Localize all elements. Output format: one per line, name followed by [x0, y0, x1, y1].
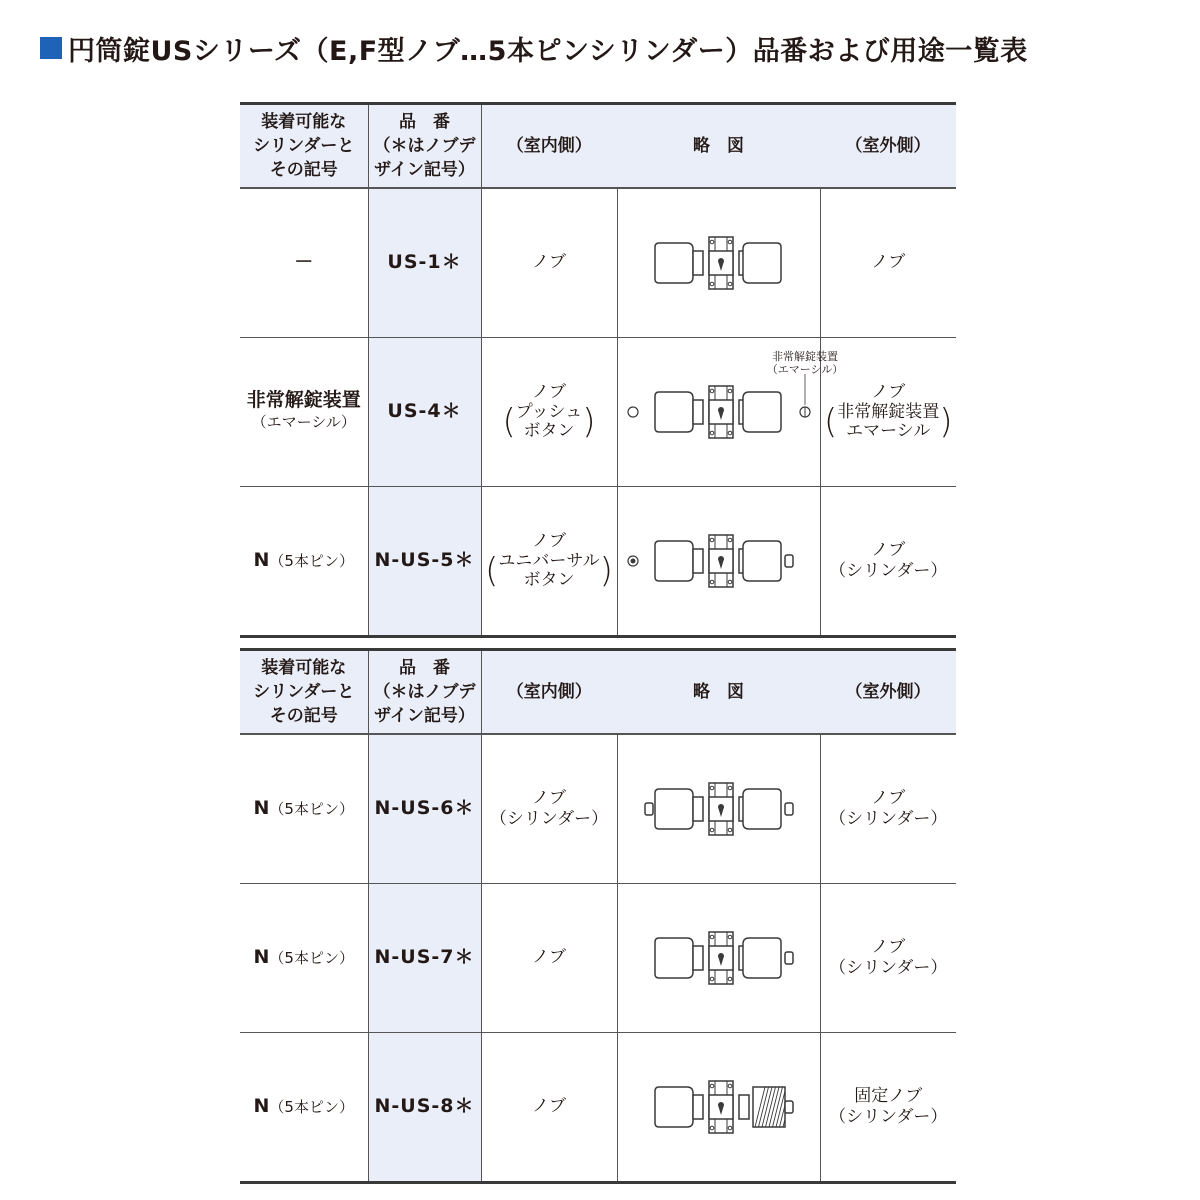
inside-neck-icon — [693, 549, 703, 573]
outside-text: ノブ — [871, 252, 906, 272]
header-row — [240, 104, 956, 188]
inside-cell — [481, 337, 617, 486]
header-diagram: 略 図 — [617, 104, 820, 188]
inside-neck-icon — [693, 1095, 703, 1119]
header-diagram: 略 図 — [617, 650, 820, 734]
lock-diagram-fixed-cylinder — [619, 1033, 819, 1181]
cylinder-note: （5本ピン） — [269, 948, 354, 967]
diagram-cell — [617, 1032, 820, 1182]
cylinder-symbol: N — [253, 796, 270, 819]
page-title — [40, 28, 1028, 68]
outside-knob-icon — [743, 392, 781, 432]
inside-paren-group — [502, 403, 595, 441]
header-model-line: ザイン記号） — [374, 705, 475, 726]
title-text: 円筒錠USシリーズ（E,F型ノブ…5本ピンシリンダー）品番および用途一覧表 — [68, 35, 1028, 67]
outside-cell — [820, 1032, 956, 1182]
header-cylinder-line: 装着可能な — [261, 111, 347, 132]
outside-text: ノブ — [871, 382, 906, 402]
header-outside: （室外側） — [820, 104, 956, 188]
inside-cell — [481, 883, 617, 1032]
header-cylinder — [240, 104, 368, 188]
inside-neck-icon — [693, 251, 703, 275]
cylinder-cell — [240, 734, 368, 884]
inside-text: ノブ — [532, 947, 566, 967]
outside-paren-line: 非常解錠装置 — [837, 402, 940, 422]
outside-cell — [820, 486, 956, 636]
header-inside: （室内側） — [481, 650, 617, 734]
inside-paren-text — [498, 552, 599, 590]
inside-text: ノブ — [532, 531, 566, 551]
inside-cell — [481, 486, 617, 636]
lock-diagram-knob-universal-cylinder — [619, 487, 819, 635]
outside-knob-icon — [743, 789, 781, 829]
inside-text: ノブ — [532, 787, 566, 808]
header-model — [368, 104, 481, 188]
inside-paren-text — [516, 403, 582, 441]
diagram-cell — [617, 188, 820, 338]
cylinder-symbol: － — [294, 250, 314, 273]
outside-neck-icon — [739, 1095, 749, 1119]
outside-paren-text — [837, 403, 939, 441]
cylinder-note: （5本ピン） — [269, 799, 354, 818]
inside-neck-icon — [693, 400, 703, 424]
outside-cell — [820, 734, 956, 884]
inside-neck-icon — [693, 946, 703, 970]
outside-cell — [820, 188, 956, 338]
outside-text: （シリンダー） — [829, 808, 948, 829]
open-bracket: ( — [502, 402, 516, 442]
inside-cylinder-icon — [645, 803, 653, 815]
outside-text: （シリンダー） — [829, 957, 948, 978]
inside-knob-icon — [655, 1087, 693, 1127]
model-number: N-US-7＊ — [368, 883, 481, 1032]
inside-paren-group — [485, 552, 613, 590]
open-bracket: ( — [823, 402, 838, 442]
cylinder-symbol: N — [253, 1094, 270, 1117]
cylinder-note: （エマーシル） — [251, 413, 356, 431]
cylinder-symbol: 非常解錠装置 — [246, 389, 361, 411]
table-row — [240, 337, 956, 486]
inside-knob-icon — [655, 392, 693, 432]
inside-text: ノブ — [532, 1096, 566, 1116]
outside-knob-icon — [743, 938, 781, 978]
inside-paren-line: ボタン — [523, 570, 575, 590]
outside-paren-line: エマーシル — [846, 421, 931, 441]
close-bracket: ) — [939, 402, 953, 442]
inside-cell — [481, 188, 617, 338]
inside-text: ノブ — [532, 252, 566, 272]
model-number: N-US-6＊ — [368, 734, 481, 884]
diagram-cell — [617, 337, 843, 486]
outside-cell — [820, 337, 956, 486]
header-cylinder-line: シリンダーと — [253, 681, 355, 702]
header-model-line: （＊はノブデ — [373, 681, 476, 702]
outside-cylinder-icon — [785, 803, 793, 815]
outside-cell — [820, 883, 956, 1032]
cylinder-cell — [240, 486, 368, 636]
header-inside: （室内側） — [481, 104, 617, 188]
cylinder-symbol: N — [253, 945, 270, 968]
inside-knob-icon — [655, 541, 693, 581]
header-cylinder — [240, 650, 368, 734]
header-cylinder-line: シリンダーと — [253, 135, 355, 156]
table-row — [240, 486, 956, 636]
outside-text: ノブ — [871, 936, 906, 957]
outside-knob-icon — [743, 243, 781, 283]
outside-paren-group — [824, 403, 953, 441]
emergency-annotation: （エマーシル） — [766, 362, 843, 376]
inside-knob-icon — [655, 938, 693, 978]
close-bracket: ) — [582, 402, 596, 442]
inside-text: ノブ — [532, 382, 566, 402]
table-row — [240, 883, 956, 1032]
header-model-line: 品 番 — [399, 657, 450, 678]
cylinder-cell — [240, 188, 368, 338]
outside-cylinder-icon — [785, 952, 793, 964]
outside-text: （シリンダー） — [829, 560, 948, 581]
outside-text: ノブ — [871, 787, 906, 808]
spec-table-2 — [240, 648, 956, 1184]
inside-cell — [481, 1032, 617, 1182]
model-number: N-US-8＊ — [368, 1032, 481, 1182]
outside-knob-icon — [743, 541, 781, 581]
inside-knob-icon — [655, 243, 693, 283]
cylinder-cell — [240, 337, 368, 486]
diagram-cell — [617, 883, 820, 1032]
outside-cylinder-icon — [785, 1101, 793, 1113]
outside-text: ノブ — [871, 539, 906, 560]
lock-diagram-cylinder-out — [619, 884, 819, 1032]
inside-neck-icon — [693, 797, 703, 821]
lock-diagram-knob-both — [619, 189, 819, 337]
push-button-icon — [628, 407, 638, 417]
diagram-cell — [617, 734, 820, 884]
inside-text: （シリンダー） — [489, 808, 609, 829]
cylinder-note: （5本ピン） — [269, 551, 354, 570]
lock-diagram-knob-push-emergency — [619, 338, 843, 486]
header-outside: （室外側） — [820, 650, 956, 734]
inside-knob-icon — [655, 789, 693, 829]
cylinder-note: （5本ピン） — [269, 1097, 354, 1116]
diagram-cell — [617, 486, 820, 636]
lock-diagram-cylinder-both — [619, 735, 819, 883]
inside-cell — [481, 734, 617, 884]
cylinder-cell — [240, 1032, 368, 1182]
inside-paren-line: ボタン — [523, 421, 575, 441]
emergency-annotation: 非常解錠装置 — [771, 349, 838, 363]
table-row — [240, 1032, 956, 1182]
spec-table-1 — [240, 102, 956, 638]
cylinder-symbol: N — [253, 548, 270, 571]
title-square-icon — [40, 37, 62, 59]
fixed-knob-icon — [753, 1087, 785, 1127]
outside-cylinder-icon — [785, 555, 793, 567]
open-bracket: ( — [485, 551, 499, 591]
header-cylinder-line: その記号 — [269, 705, 338, 726]
header-model — [368, 650, 481, 734]
header-row — [240, 650, 956, 734]
outside-text: （シリンダー） — [829, 1106, 948, 1127]
cylinder-cell — [240, 883, 368, 1032]
inside-paren-line: プッシュ — [515, 402, 583, 422]
table-row — [240, 188, 956, 338]
model-number: US-1＊ — [368, 188, 481, 338]
model-number: US-4＊ — [368, 337, 481, 486]
header-model-line: 品 番 — [399, 111, 450, 132]
outside-text: 固定ノブ — [854, 1085, 923, 1106]
header-cylinder-line: その記号 — [269, 159, 338, 180]
header-model-line: ザイン記号） — [374, 159, 475, 180]
table-row — [240, 734, 956, 884]
header-model-line: （＊はノブデ — [373, 135, 476, 156]
close-bracket: ) — [599, 551, 613, 591]
model-number: N-US-5＊ — [368, 486, 481, 636]
inside-paren-line: ユニバーサル — [498, 551, 600, 571]
header-cylinder-line: 装着可能な — [261, 657, 347, 678]
